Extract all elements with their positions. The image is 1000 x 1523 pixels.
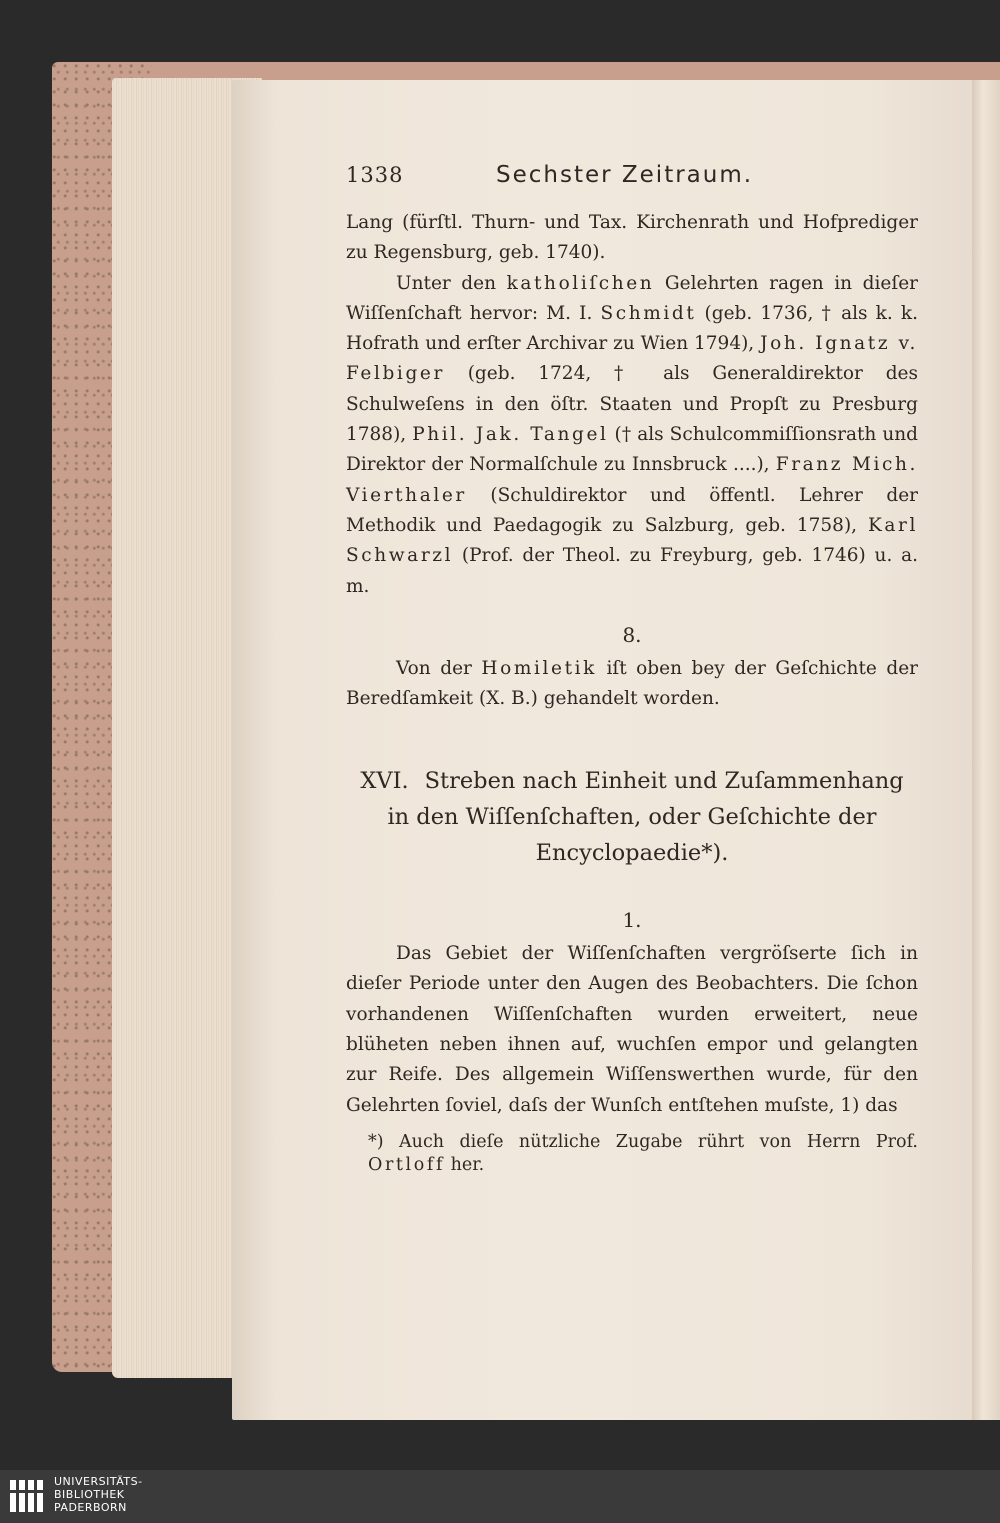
paragraph-homiletik: Von der Homiletik iſt oben bey der Geſchichte der Beredſamkeit (X. B.) gehandelt worden. <box>346 658 918 710</box>
chapter-heading <box>346 763 918 871</box>
page-number: 1338 <box>346 163 404 187</box>
running-title: Sechster Zeitraum. <box>496 162 754 188</box>
paragraph-catholic-scholars: Unter den katholiſchen Gelehrten ragen in dieſer Wiſſenſchaft hervor: M. I. Schmidt (geb. 1736, † als k. k. Hofrath und erſter Archivar zu Wien 1794), Joh. Ignatz v. Felbiger (geb. 1724, † als Generaldirektor des Schulweſens in den öſtr. Staaten und Propſt zu Presburg 1788), Phil. Jak. Tangel († als Schulcommiſſionsrath und Direktor der Normalſchule zu Innsbruck ....), Franz Mich. Vierthaler (Schuldirektor und öffentl. Lehrer der Methodik und Paedagogik zu Salzburg, geb. 1758), Karl Schwarzl (Prof. der Theol. zu Freyburg, geb. 1746) u. a. m. <box>346 272 919 597</box>
chapter-title: Streben nach Einheit und Zuſammenhang in den Wiſſenſchaften, oder Geſchichte der Encyclopaedie*). <box>387 767 904 866</box>
footnote: *) Auch dieſe nützliche Zugabe rührt von Herrn Prof. Ortloff her. <box>368 1131 918 1175</box>
library-footer <box>0 1470 1000 1523</box>
section-number-8: 8. <box>622 622 642 647</box>
library-logo-icon <box>8 1476 48 1516</box>
paragraph-encyclopaedia: Das Gebiet der Wiſſenſchaften vergröſserte ſich in dieſer Periode unter den Augen des Beobachters. Die ſchon vorhandenen Wiſſenſchaften wurden erweitert, neue blüheten neben ihnen auf, wuchſen empor und gelangten zur Reife. Des allgemein Wiſſenswerthen wurde, für den Gelehrten ſoviel, daſs der Wunſch entſtehen muſste, 1) das <box>346 943 918 1116</box>
page-text <box>346 160 918 1177</box>
facing-page-edge <box>972 80 1000 1420</box>
library-name: UNIVERSITÄTS- BIBLIOTHEK PADERBORN <box>54 1475 143 1514</box>
section-number-1: 1. <box>622 907 642 932</box>
paragraph-lang: Lang (fürſtl. Thurn- und Tax. Kirchenrath und Hofprediger zu Regensburg, geb. 1740). <box>346 212 918 264</box>
chapter-number: XVI. <box>360 767 409 794</box>
running-header <box>346 160 918 208</box>
